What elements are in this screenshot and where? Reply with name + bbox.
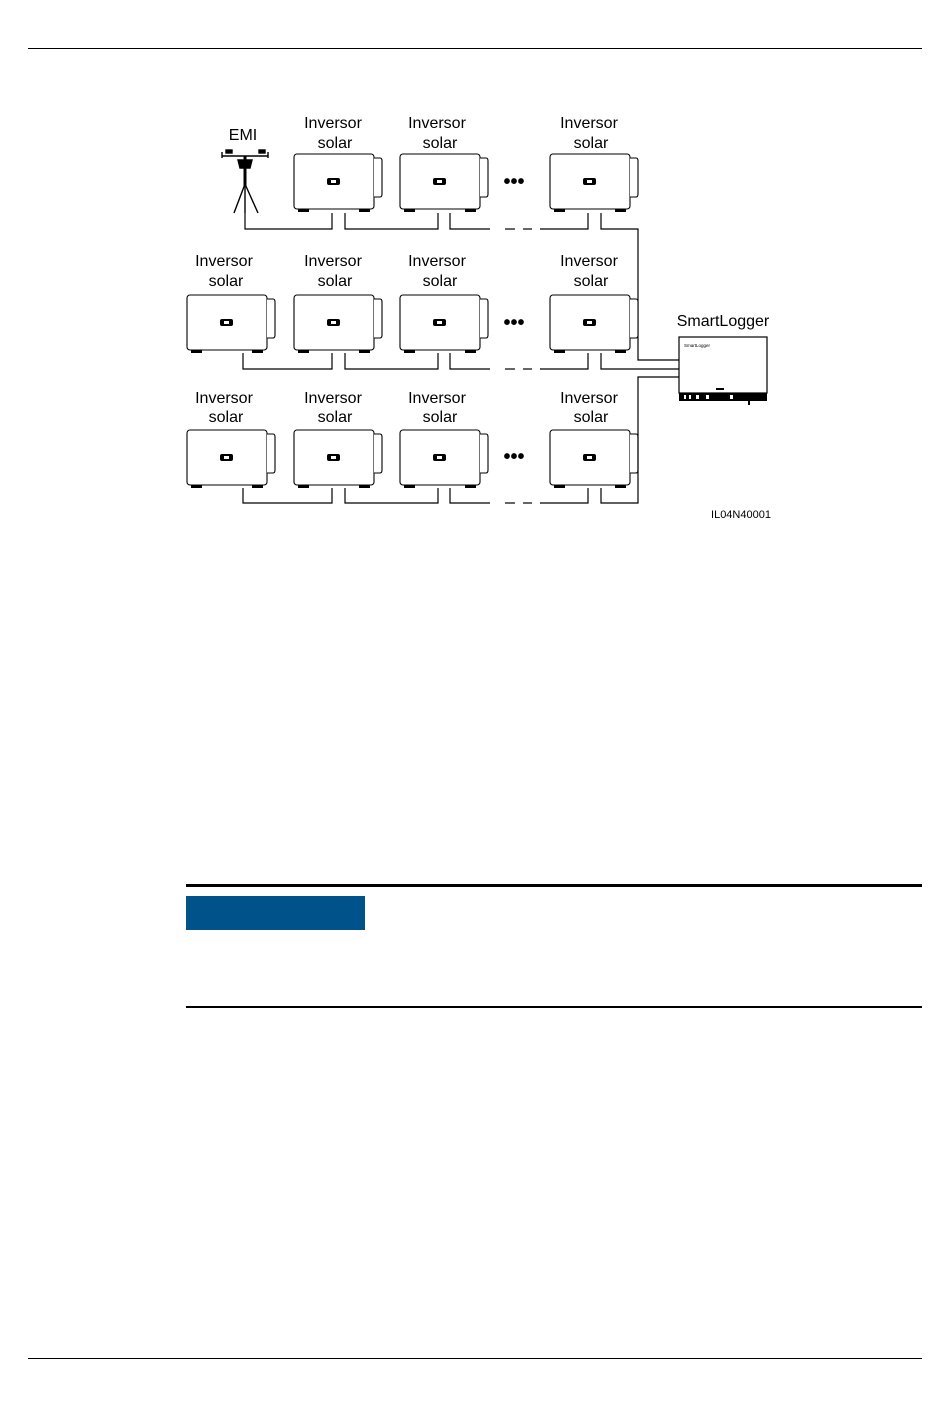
svg-text:Inversor: Inversor	[304, 390, 362, 407]
svg-text:Inversor: Inversor	[560, 390, 618, 407]
svg-text:solar: solar	[422, 135, 458, 152]
inverter-label	[304, 115, 362, 152]
inverter-label	[560, 390, 618, 426]
svg-text:solar: solar	[422, 409, 458, 426]
svg-text:Inversor: Inversor	[304, 253, 362, 270]
emi-sensor-icon	[222, 150, 268, 213]
inverter-icon	[400, 154, 488, 212]
emi-label: EMI	[228, 127, 258, 144]
svg-text:solar: solar	[317, 273, 353, 290]
inverter-label	[304, 390, 362, 426]
svg-text:solar: solar	[573, 409, 609, 426]
network-diagram	[0, 0, 950, 560]
inverter-label	[408, 115, 466, 152]
footer-rule	[28, 1358, 922, 1359]
inverter-label	[304, 253, 362, 290]
svg-text:solar: solar	[317, 135, 353, 152]
notice-bottom-rule	[186, 1006, 922, 1008]
ellipsis: •••	[503, 446, 525, 468]
svg-text:Inversor: Inversor	[195, 253, 253, 270]
svg-text:solar: solar	[422, 273, 458, 290]
svg-text:SmartLogger: SmartLogger	[684, 343, 711, 348]
inverter-icon	[294, 154, 382, 212]
inverter-icon	[187, 430, 275, 488]
inverter-label	[560, 115, 618, 152]
inverter-label	[195, 253, 253, 290]
inverter-icon	[400, 295, 488, 353]
smartlogger-device-icon	[679, 337, 767, 405]
inverter-icon	[187, 295, 275, 353]
smartlogger-label: SmartLogger	[676, 313, 770, 330]
svg-text:Inversor: Inversor	[304, 115, 362, 132]
svg-text:Inversor: Inversor	[195, 390, 253, 407]
svg-text:Inversor: Inversor	[408, 253, 466, 270]
ellipsis: •••	[503, 312, 525, 334]
svg-text:solar: solar	[208, 409, 244, 426]
inverter-label	[408, 390, 466, 426]
figure-code: IL04N40001	[711, 509, 771, 521]
inverter-label	[560, 253, 618, 290]
svg-text:Inversor: Inversor	[408, 390, 466, 407]
inverter-icon	[550, 430, 638, 488]
ellipsis: •••	[503, 171, 525, 193]
svg-text:Inversor: Inversor	[560, 115, 618, 132]
inverter-icon	[294, 430, 382, 488]
svg-text:solar: solar	[208, 273, 244, 290]
inverter-icon	[550, 295, 638, 353]
inverter-icon	[294, 295, 382, 353]
inverter-icon	[550, 154, 638, 212]
inverter-label	[195, 390, 253, 426]
inverter-label	[408, 253, 466, 290]
svg-text:solar: solar	[317, 409, 353, 426]
inverter-icon	[400, 430, 488, 488]
notice-badge	[186, 896, 365, 930]
notice-top-rule	[186, 884, 922, 887]
row2-bus-wire	[243, 353, 680, 369]
svg-text:solar: solar	[573, 273, 609, 290]
svg-text:Inversor: Inversor	[408, 115, 466, 132]
svg-text:solar: solar	[573, 135, 609, 152]
svg-text:Inversor: Inversor	[560, 253, 618, 270]
